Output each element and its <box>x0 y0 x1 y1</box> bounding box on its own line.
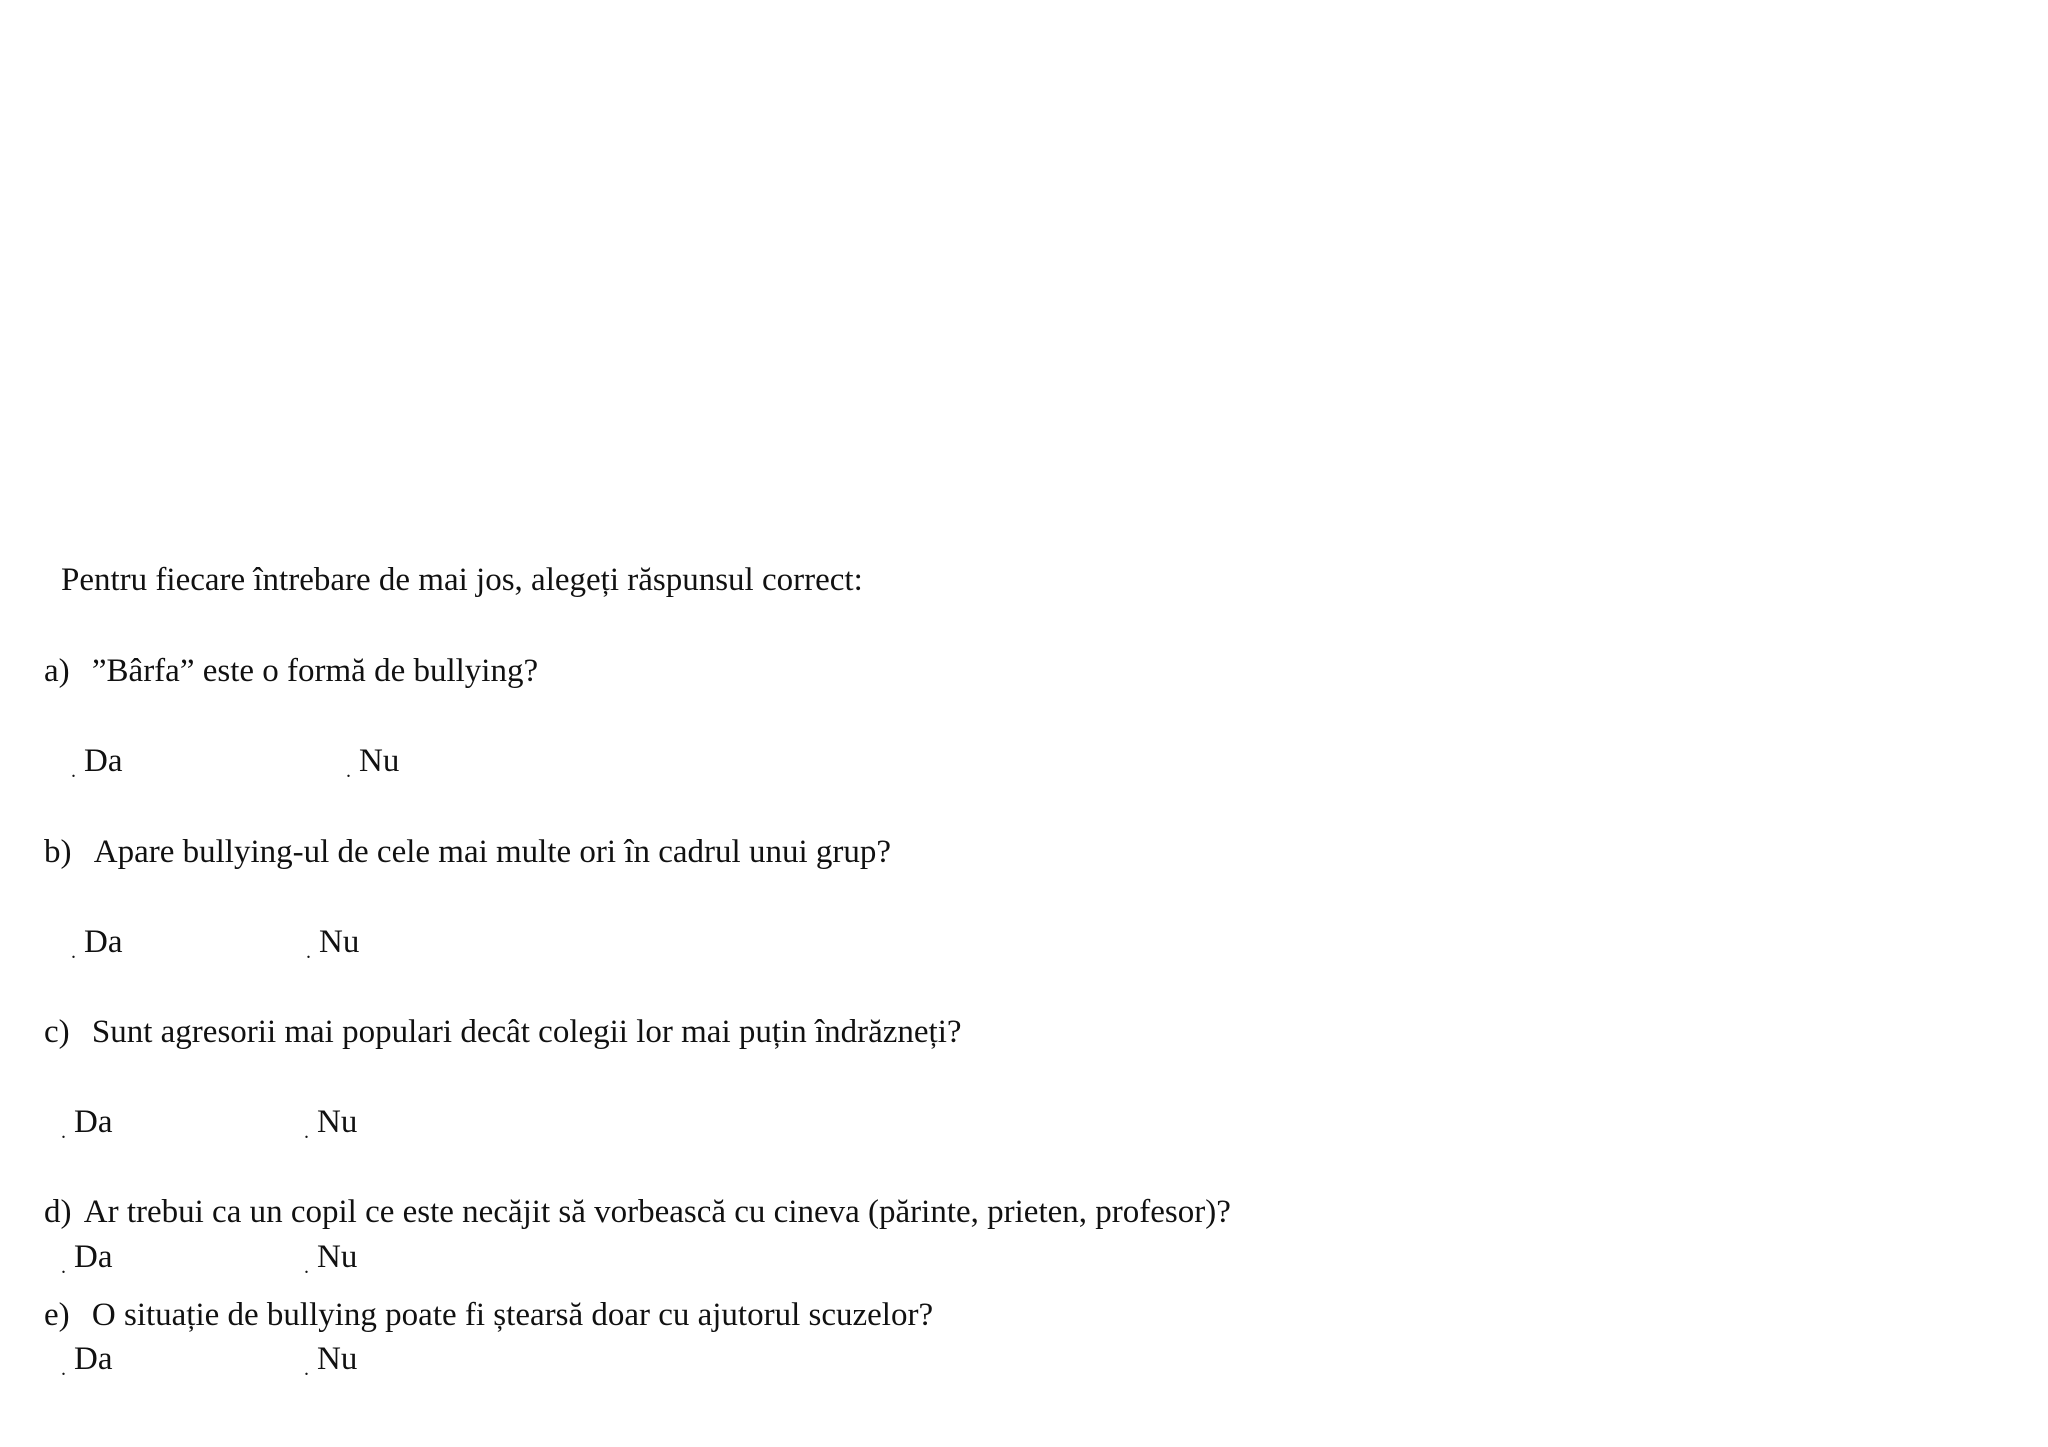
option-nu-c[interactable] <box>304 1102 357 1152</box>
option-da-e[interactable] <box>61 1339 112 1389</box>
option-bullet: . <box>304 1358 309 1380</box>
option-da-c[interactable] <box>61 1102 112 1152</box>
option-bullet: . <box>304 1256 309 1278</box>
question-text: Apare bullying-ul de cele mai multe ori în cadrul unui grup? <box>93 834 892 870</box>
option-label: Nu <box>317 1341 358 1377</box>
question-letter: d) <box>44 1194 72 1230</box>
option-label: Nu <box>317 1104 358 1140</box>
option-nu-d[interactable] <box>304 1237 357 1287</box>
question-d <box>44 1192 1231 1232</box>
option-label: Da <box>84 924 123 960</box>
option-da-b[interactable] <box>71 922 122 972</box>
question-text: Sunt agresorii mai populari decât colegii lor mai puțin îndrăzneți? <box>91 1014 962 1050</box>
option-nu-e[interactable] <box>304 1339 357 1389</box>
option-bullet: . <box>71 941 76 963</box>
option-bullet: . <box>61 1121 66 1143</box>
option-bullet: . <box>306 941 311 963</box>
option-bullet: . <box>61 1358 66 1380</box>
question-a <box>44 651 538 691</box>
question-letter: c) <box>44 1014 70 1050</box>
option-label: Nu <box>317 1239 358 1275</box>
question-b <box>44 832 891 872</box>
option-nu-a[interactable] <box>346 741 399 791</box>
option-da-d[interactable] <box>61 1237 112 1287</box>
option-label: Da <box>74 1239 113 1275</box>
question-c <box>44 1012 962 1052</box>
option-bullet: . <box>346 760 351 782</box>
option-nu-b[interactable] <box>306 922 359 972</box>
question-text: ”Bârfa” este o formă de bullying? <box>91 653 539 689</box>
option-label: Nu <box>359 743 400 779</box>
question-letter: a) <box>44 653 70 689</box>
option-bullet: . <box>61 1256 66 1278</box>
question-letter: b) <box>44 834 72 870</box>
question-e <box>44 1295 933 1335</box>
option-da-a[interactable] <box>71 741 122 791</box>
option-label: Da <box>84 743 123 779</box>
option-bullet: . <box>304 1121 309 1143</box>
option-label: Nu <box>319 924 360 960</box>
option-label: Da <box>74 1104 113 1140</box>
instruction-text: Pentru fiecare întrebare de mai jos, alegeți răspunsul correct: <box>61 562 863 598</box>
question-text: Ar trebui ca un copil ce este necăjit să vorbească cu cineva (părinte, prieten, profesor)? <box>83 1194 1231 1230</box>
option-label: Da <box>74 1341 113 1377</box>
option-bullet: . <box>71 760 76 782</box>
question-text: O situație de bullying poate fi ștearsă doar cu ajutorul scuzelor? <box>91 1297 934 1333</box>
question-letter: e) <box>44 1297 70 1333</box>
